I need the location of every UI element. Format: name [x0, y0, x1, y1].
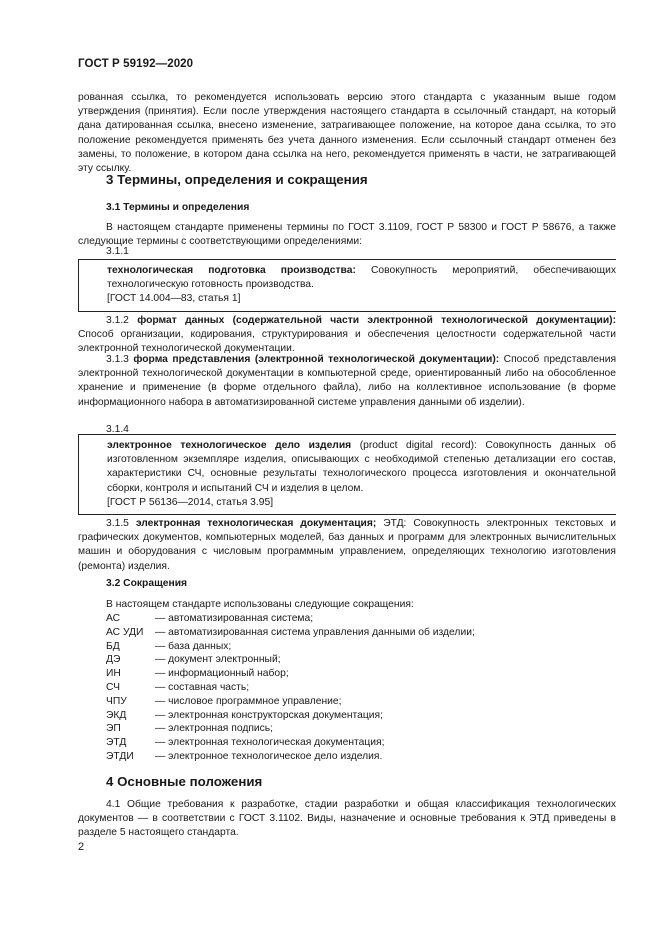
- term-3-1-1-text: Совокупность мероприятий, обеспечивающих технологическую готовность производства.: [107, 265, 617, 291]
- abbreviation-row: [106, 709, 475, 723]
- term-3-1-2-number: 3.1.2: [106, 315, 138, 326]
- abbreviation-meaning: — электронная технологическая документация;: [155, 737, 385, 749]
- abbreviation-code: АС УДИ: [106, 626, 144, 638]
- section-3-title: 3 Термины, определения и сокращения: [106, 172, 368, 187]
- term-3-1-4-text: (product digital record): Совокупность данных об изготовленном экземпляре изделия, описывающих с необходимой степенью детализации его состав, характеристики СЧ, основные результаты технологического процесса изготовления и окончательной сборки, контроля и испытаний СЧ и изделия в целом.: [107, 440, 616, 494]
- abbreviation-code: ЧПУ: [106, 695, 127, 707]
- abbreviation-code: ДЭ: [106, 654, 121, 666]
- abbreviation-meaning: — база данных;: [155, 640, 232, 652]
- abbreviations-intro: В настоящем стандарте использованы следующие сокращения:: [106, 599, 414, 610]
- abbreviation-meaning: — информационный набор;: [155, 668, 289, 680]
- abbreviation-code: СЧ: [106, 681, 120, 693]
- abbreviation-code: БД: [106, 640, 120, 652]
- abbreviation-row: [106, 612, 475, 626]
- term-3-1-4-definition: [107, 439, 616, 496]
- page-number: 2: [78, 841, 85, 853]
- term-3-1-4-number: 3.1.4: [106, 424, 129, 435]
- term-3-1-2-text: Способ организации, кодирования, структурирования и обеспечения целостности содержательной части электронной технологической документации.: [78, 329, 616, 355]
- abbreviation-row: [106, 722, 475, 736]
- abbreviation-row: [106, 667, 475, 681]
- paragraph-4-1: 4.1 Общие требования к разработке, стадии разработки и общая классификация технологических документов — в соответствии с ГОСТ 3.1102. Виды, назначение и основные требования к ЭТД приведены в разделе 5 настоящего стандарта.: [78, 799, 616, 839]
- term-3-1-4-source: [ГОСТ Р 56136—2014, статья 3.95]: [107, 496, 274, 508]
- terms-intro: В настоящем стандарте применены термины по ГОСТ 3.1109, ГОСТ Р 58300 и ГОСТ Р 58676, а также следующие термины с соответствующими определениями:: [78, 222, 616, 248]
- abbreviation-row: [106, 736, 475, 750]
- term-3-1-1-box: [78, 259, 616, 312]
- term-3-1-5-text: ЭТД: Совокупность электронных текстовых и графических документов, компьютерных моделей, баз данных и программ для электронных вычислительных машин и оборудования с числовым программным управлением, определяющих технологию изготовления (ремонта) изделия.: [78, 518, 616, 572]
- abbreviation-code: ЭТД: [106, 737, 127, 749]
- term-3-1-3-term: форма представления (электронной технологической документации):: [133, 354, 500, 365]
- term-3-1-3: [78, 353, 616, 410]
- abbreviation-meaning: — автоматизированная система управления данными об изделии;: [155, 626, 475, 638]
- abbreviations-list: [106, 612, 475, 764]
- abbreviation-row: [106, 681, 475, 695]
- abbreviation-meaning: — электронное технологическое дело изделия.: [155, 750, 383, 762]
- abbreviation-code: АС: [106, 613, 121, 624]
- abbreviation-code: ИН: [106, 668, 121, 680]
- subsection-3-2-title: 3.2 Сокращения: [106, 578, 188, 589]
- term-3-1-5: [78, 517, 616, 574]
- term-3-1-1-source: [ГОСТ 14.004—83, статья 1]: [107, 293, 241, 305]
- abbreviation-row: [106, 626, 475, 640]
- term-3-1-1-number: 3.1.1: [106, 246, 129, 257]
- abbreviation-meaning: — автоматизированная система;: [155, 613, 314, 624]
- section-4-title: 4 Основные положения: [106, 774, 263, 789]
- abbreviation-meaning: — составная часть;: [155, 681, 250, 693]
- term-3-1-3-number: 3.1.3: [106, 354, 134, 365]
- abbreviation-meaning: — числовое программное управление;: [155, 695, 342, 707]
- abbreviation-row: [106, 750, 475, 764]
- term-3-1-1-term: технологическая подготовка производства:: [107, 265, 356, 276]
- subsection-3-1-title: 3.1 Термины и определения: [106, 202, 250, 213]
- term-3-1-5-number: 3.1.5: [106, 518, 136, 529]
- term-3-1-2: [78, 314, 616, 357]
- abbreviation-code: ЭП: [106, 723, 121, 735]
- abbreviation-row: [106, 653, 475, 667]
- term-3-1-4-box: [78, 434, 616, 515]
- term-3-1-4-term: электронное технологическое дело изделия: [107, 440, 352, 451]
- term-3-1-2-term: формат данных (содержательной части электронной технологической документации):: [137, 315, 617, 326]
- abbreviation-code: ЭКД: [106, 709, 127, 721]
- term-3-1-3-text: Способ представления электронной технологической документации в компьютерной среде, ориентированный либо на обособленное хранение и применение (в форме отдельного файла), либо на коллективное использование (в форме информационного набора в автоматизированной системе управления данными об изделии).: [78, 354, 617, 408]
- abbreviation-meaning: — электронная конструкторская документация;: [155, 709, 383, 721]
- abbreviation-code: ЭТДИ: [106, 750, 134, 762]
- abbreviation-row: [106, 695, 475, 709]
- abbreviation-meaning: — электронная подпись;: [155, 723, 274, 735]
- abbreviation-row: [106, 640, 475, 654]
- term-3-1-5-term: электронная технологическая документация;: [135, 518, 377, 529]
- intro-paragraph: рованная ссылка, то рекомендуется использовать версию этого стандарта с указанным выше годом утверждения (принятия). Если после утверждения настоящего стандарта в ссылочный стандарт, на который дана датированная ссылка, внесено изменение, затрагивающее положение, на которое дана ссылка, то это положение рекомендуется применять без учета данного изменения. Если ссылочный стандарт отменен без замены, то положение, в котором дана ссылка на него, рекомендуется применять в части, не затрагивающей эту ссылку.: [78, 92, 616, 175]
- standard-header: ГОСТ Р 59192—2020: [78, 58, 194, 70]
- term-3-1-1-definition: [107, 264, 616, 292]
- abbreviation-meaning: — документ электронный;: [155, 654, 281, 666]
